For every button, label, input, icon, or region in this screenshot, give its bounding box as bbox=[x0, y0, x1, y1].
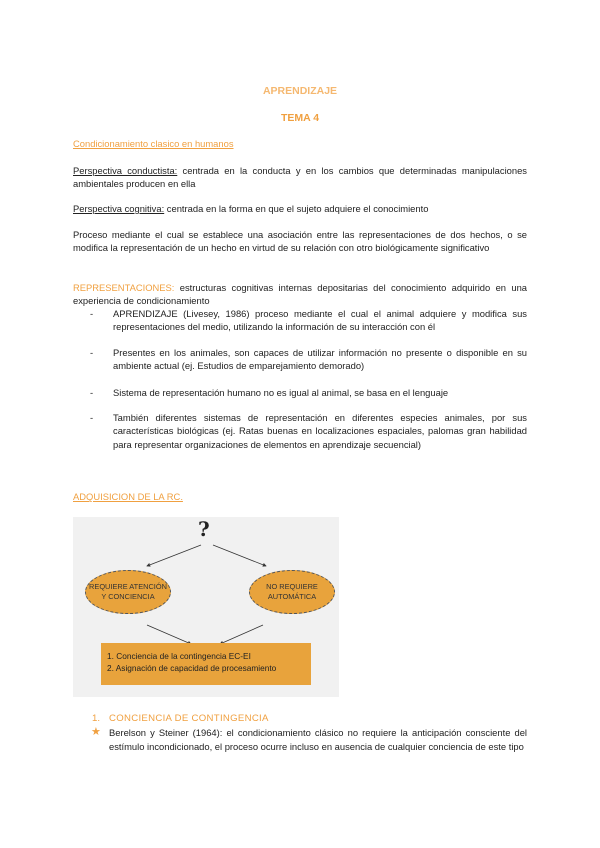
star-icon: ★ bbox=[91, 726, 101, 738]
section-heading-condicionamiento: Condicionamiento clasico en humanos bbox=[73, 138, 234, 149]
bullet-dash: - bbox=[90, 412, 94, 423]
list-item: Sistema de representación humano no es igual al animal, se basa en el lenguaje bbox=[113, 387, 449, 398]
ellipse-requiere: REQUIERE ATENCIÓN Y CONCIENCIA bbox=[85, 570, 171, 614]
bullet-dash: - bbox=[90, 308, 94, 319]
label-cognitiva: Perspectiva cognitiva: bbox=[73, 203, 165, 214]
label-conductista: Perspectiva conductista: bbox=[73, 165, 178, 176]
text-cognitiva: centrada en la forma en que el sujeto adquiere el conocimiento bbox=[164, 203, 429, 214]
paragraph-cognitiva bbox=[73, 202, 527, 215]
result-item: 2. Asignación de capacidad de procesamiento bbox=[107, 663, 277, 673]
list-item: También diferentes sistemas de representación en diferentes especies animales, por sus características biológicas (ej. Ratas buenas en localizaciones espaciales, palomas gran habilidad para representar organizaciones de elementos en aprendizaje secuencial) bbox=[113, 412, 527, 450]
star-list-item: Berelson y Steiner (1964): el condicionamiento clásico no requiere la anticipación consciente del estímulo incondicionado, el proceso ocurre incluso en ausencia de cualquier conciencia de este tipo bbox=[109, 727, 527, 752]
result-box bbox=[101, 643, 311, 685]
bullet-dash: - bbox=[90, 347, 94, 358]
text-representaciones: estructuras cognitivas internas depositarias del conocimiento adquirido en una experiencia de condicionamiento bbox=[73, 282, 527, 307]
paragraph-proceso: Proceso mediante el cual se establece una asociación entre las representaciones de dos hechos, o se modifica la representación de un hecho en virtud de su relación con otro biológicamente significativo bbox=[73, 229, 527, 254]
text-conductista: centrada en la conducta y en los cambios que determinadas manipulaciones ambientales producen en ella bbox=[73, 165, 527, 190]
arrow-right-converge bbox=[220, 625, 263, 644]
paragraph-representaciones bbox=[73, 281, 527, 308]
document-subtitle: TEMA 4 bbox=[280, 112, 320, 124]
bullet-dash: - bbox=[90, 387, 94, 398]
list-item: Presentes en los animales, son capaces de utilizar información no presente o disponible en su ambiente actual (ej. Estudios de emparejamiento demorado) bbox=[113, 347, 527, 372]
arrow-left-down bbox=[147, 545, 201, 566]
numbered-heading-text: CONCIENCIA DE CONTINGENCIA bbox=[109, 713, 269, 724]
numbered-heading-number: 1. bbox=[92, 713, 101, 724]
paragraph-conductista bbox=[73, 164, 527, 191]
result-item: 1. Conciencia de la contingencia EC-EI bbox=[107, 651, 251, 661]
section-heading-adquisicion: ADQUISICION DE LA RC. bbox=[73, 491, 183, 502]
ellipse-no-requiere: NO REQUIERE AUTOMÁTICA bbox=[249, 570, 335, 614]
document-title: APRENDIZAJE bbox=[262, 85, 338, 97]
question-mark: ? bbox=[198, 517, 210, 541]
arrow-left-converge bbox=[147, 625, 191, 644]
acquisition-diagram bbox=[73, 517, 339, 697]
list-item: APRENDIZAJE (Livesey, 1986) proceso mediante el cual el animal adquiere y modifica sus representaciones del medio, utilizando la información de su interacción con él bbox=[113, 308, 527, 333]
label-representaciones: REPRESENTACIONES: bbox=[73, 282, 175, 293]
arrow-right-down bbox=[213, 545, 266, 566]
